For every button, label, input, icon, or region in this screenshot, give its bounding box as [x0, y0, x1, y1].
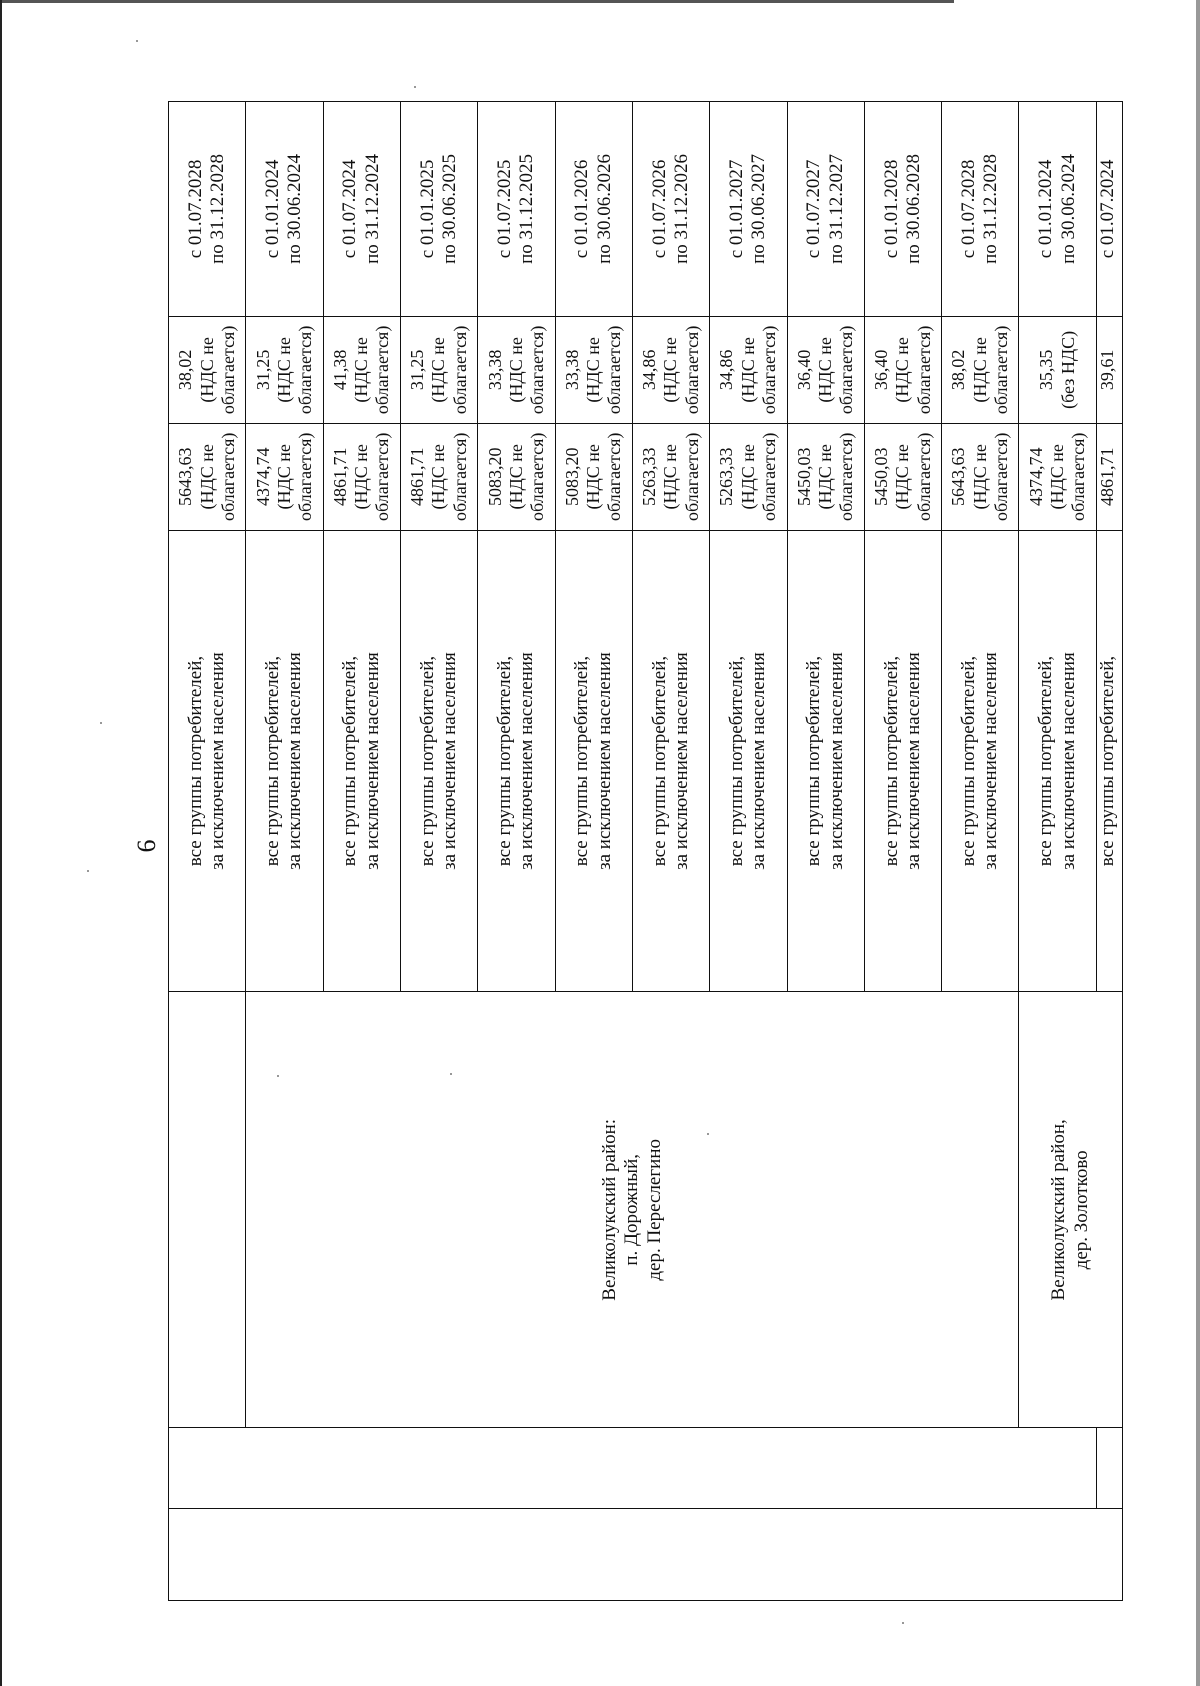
rate-cell: 38,02 (НДС не облагается) — [942, 316, 1019, 423]
period-cell: с 01.07.2027 по 31.12.2027 — [787, 102, 864, 317]
consumer-group-cell: все группы потребителей, за исключением населения — [710, 530, 787, 992]
period-cell: с 01.01.2025 по 30.06.2025 — [400, 102, 477, 317]
consumer-group-cell: все группы потребителей, за исключением населения — [323, 530, 400, 992]
scan-speck — [87, 870, 89, 872]
scan-edge-top — [2, 0, 954, 3]
page-number-text: 6 — [132, 839, 161, 853]
period-cell: с 01.07.2028 по 31.12.2028 — [169, 102, 246, 317]
consumer-group-cell: все группы потребителей, за исключением населения — [478, 530, 555, 992]
region-cell: Великолукский район: п. Дорожный, дер. Переслегино — [246, 992, 1019, 1428]
rate-cell: 31,25 (НДС не облагается) — [246, 316, 323, 423]
scan-speck — [902, 1622, 904, 1624]
price-cell: 4374,74 (НДС не облагается) — [1019, 423, 1096, 530]
period-cell: с 01.07.2025 по 31.12.2025 — [478, 102, 555, 317]
rate-cell: 41,38 (НДС не облагается) — [323, 316, 400, 423]
period-cell: с 01.01.2027 по 30.06.2027 — [710, 102, 787, 317]
scan-edge-left — [0, 0, 2, 1686]
price-cell: 4861,71 (НДС не облагается) — [323, 423, 400, 530]
empty-cell — [169, 1509, 1123, 1601]
price-cell: 4374,74 (НДС не облагается) — [246, 423, 323, 530]
price-cell: 5263,33 (НДС не облагается) — [632, 423, 709, 530]
rate-cell: 33,38 (НДС не облагается) — [478, 316, 555, 423]
rate-cell: 36,40 (НДС не облагается) — [864, 316, 941, 423]
scan-speck — [277, 1075, 279, 1077]
scan-speck — [450, 1073, 452, 1075]
price-cell: 5450,03 (НДС не облагается) — [787, 423, 864, 530]
price-cell: 5083,20 (НДС не облагается) — [478, 423, 555, 530]
period-cell: с 01.01.2026 по 30.06.2026 — [555, 102, 632, 317]
rate-cell: 33,38 (НДС не облагается) — [555, 316, 632, 423]
period-cell: с 01.07.2026 по 31.12.2026 — [632, 102, 709, 317]
scan-speck — [136, 40, 138, 42]
table-row — [246, 102, 323, 1601]
price-cell: 5643,63 (НДС не облагается) — [942, 423, 1019, 530]
empty-cell — [169, 1428, 1097, 1509]
rate-cell: 34,86 (НДС не облагается) — [710, 316, 787, 423]
empty-cell — [1096, 1428, 1122, 1509]
table-row — [169, 102, 246, 1601]
period-cell: с 01.01.2028 по 30.06.2028 — [864, 102, 941, 317]
period-cell: с 01.07.2028 по 31.12.2028 — [942, 102, 1019, 317]
period-cell: с 01.01.2024 по 30.06.2024 — [1019, 102, 1096, 317]
rate-cell: 31,25 (НДС не облагается) — [400, 316, 477, 423]
period-cell: с 01.07.2024 по 31.12.2024 — [323, 102, 400, 317]
scan-speck — [100, 722, 102, 724]
price-cell: 4861,71 (НДС не облагается) — [400, 423, 477, 530]
scan-edge-right — [1196, 0, 1200, 1686]
price-cell: 5083,20 (НДС не облагается) — [555, 423, 632, 530]
rate-cell: 35,35 (без НДС) — [1019, 316, 1096, 423]
consumer-group-cell: все группы потребителей, за исключением населения — [1019, 530, 1096, 992]
consumer-group-cell: все группы потребителей, за исключением населения — [555, 530, 632, 992]
consumer-group-cell: все группы потребителей, за исключением населения — [632, 530, 709, 992]
consumer-group-cell: все группы потребителей, за исключением населения — [400, 530, 477, 992]
price-cell: 4861,71 — [1096, 423, 1122, 530]
consumer-group-cell: все группы потребителей, за исключением населения — [169, 530, 246, 992]
price-cell: 5643,63 (НДС не облагается) — [169, 423, 246, 530]
scan-speck — [707, 1133, 709, 1135]
rate-cell: 34,86 (НДС не облагается) — [632, 316, 709, 423]
consumer-group-cell: все группы потребителей, за исключением населения — [787, 530, 864, 992]
tariff-table — [168, 101, 1123, 1601]
consumer-group-cell: все группы потребителей, — [1096, 530, 1122, 992]
period-cell: с 01.07.2024 — [1096, 102, 1122, 317]
region-cell — [169, 992, 246, 1428]
rate-cell: 36,40 (НДС не облагается) — [787, 316, 864, 423]
consumer-group-cell: все группы потребителей, за исключением населения — [246, 530, 323, 992]
consumer-group-cell: все группы потребителей, за исключением населения — [864, 530, 941, 992]
consumer-group-cell: все группы потребителей, за исключением населения — [942, 530, 1019, 992]
price-cell: 5263,33 (НДС не облагается) — [710, 423, 787, 530]
scan-speck — [414, 86, 416, 88]
period-cell: с 01.01.2024 по 30.06.2024 — [246, 102, 323, 317]
rate-cell: 38,02 (НДС не облагается) — [169, 316, 246, 423]
price-cell: 5450,03 (НДС не облагается) — [864, 423, 941, 530]
region-cell: Великолукский район, дер. Золотково — [1019, 992, 1123, 1428]
rate-cell: 39,61 — [1096, 316, 1122, 423]
table-row — [1019, 102, 1096, 1601]
